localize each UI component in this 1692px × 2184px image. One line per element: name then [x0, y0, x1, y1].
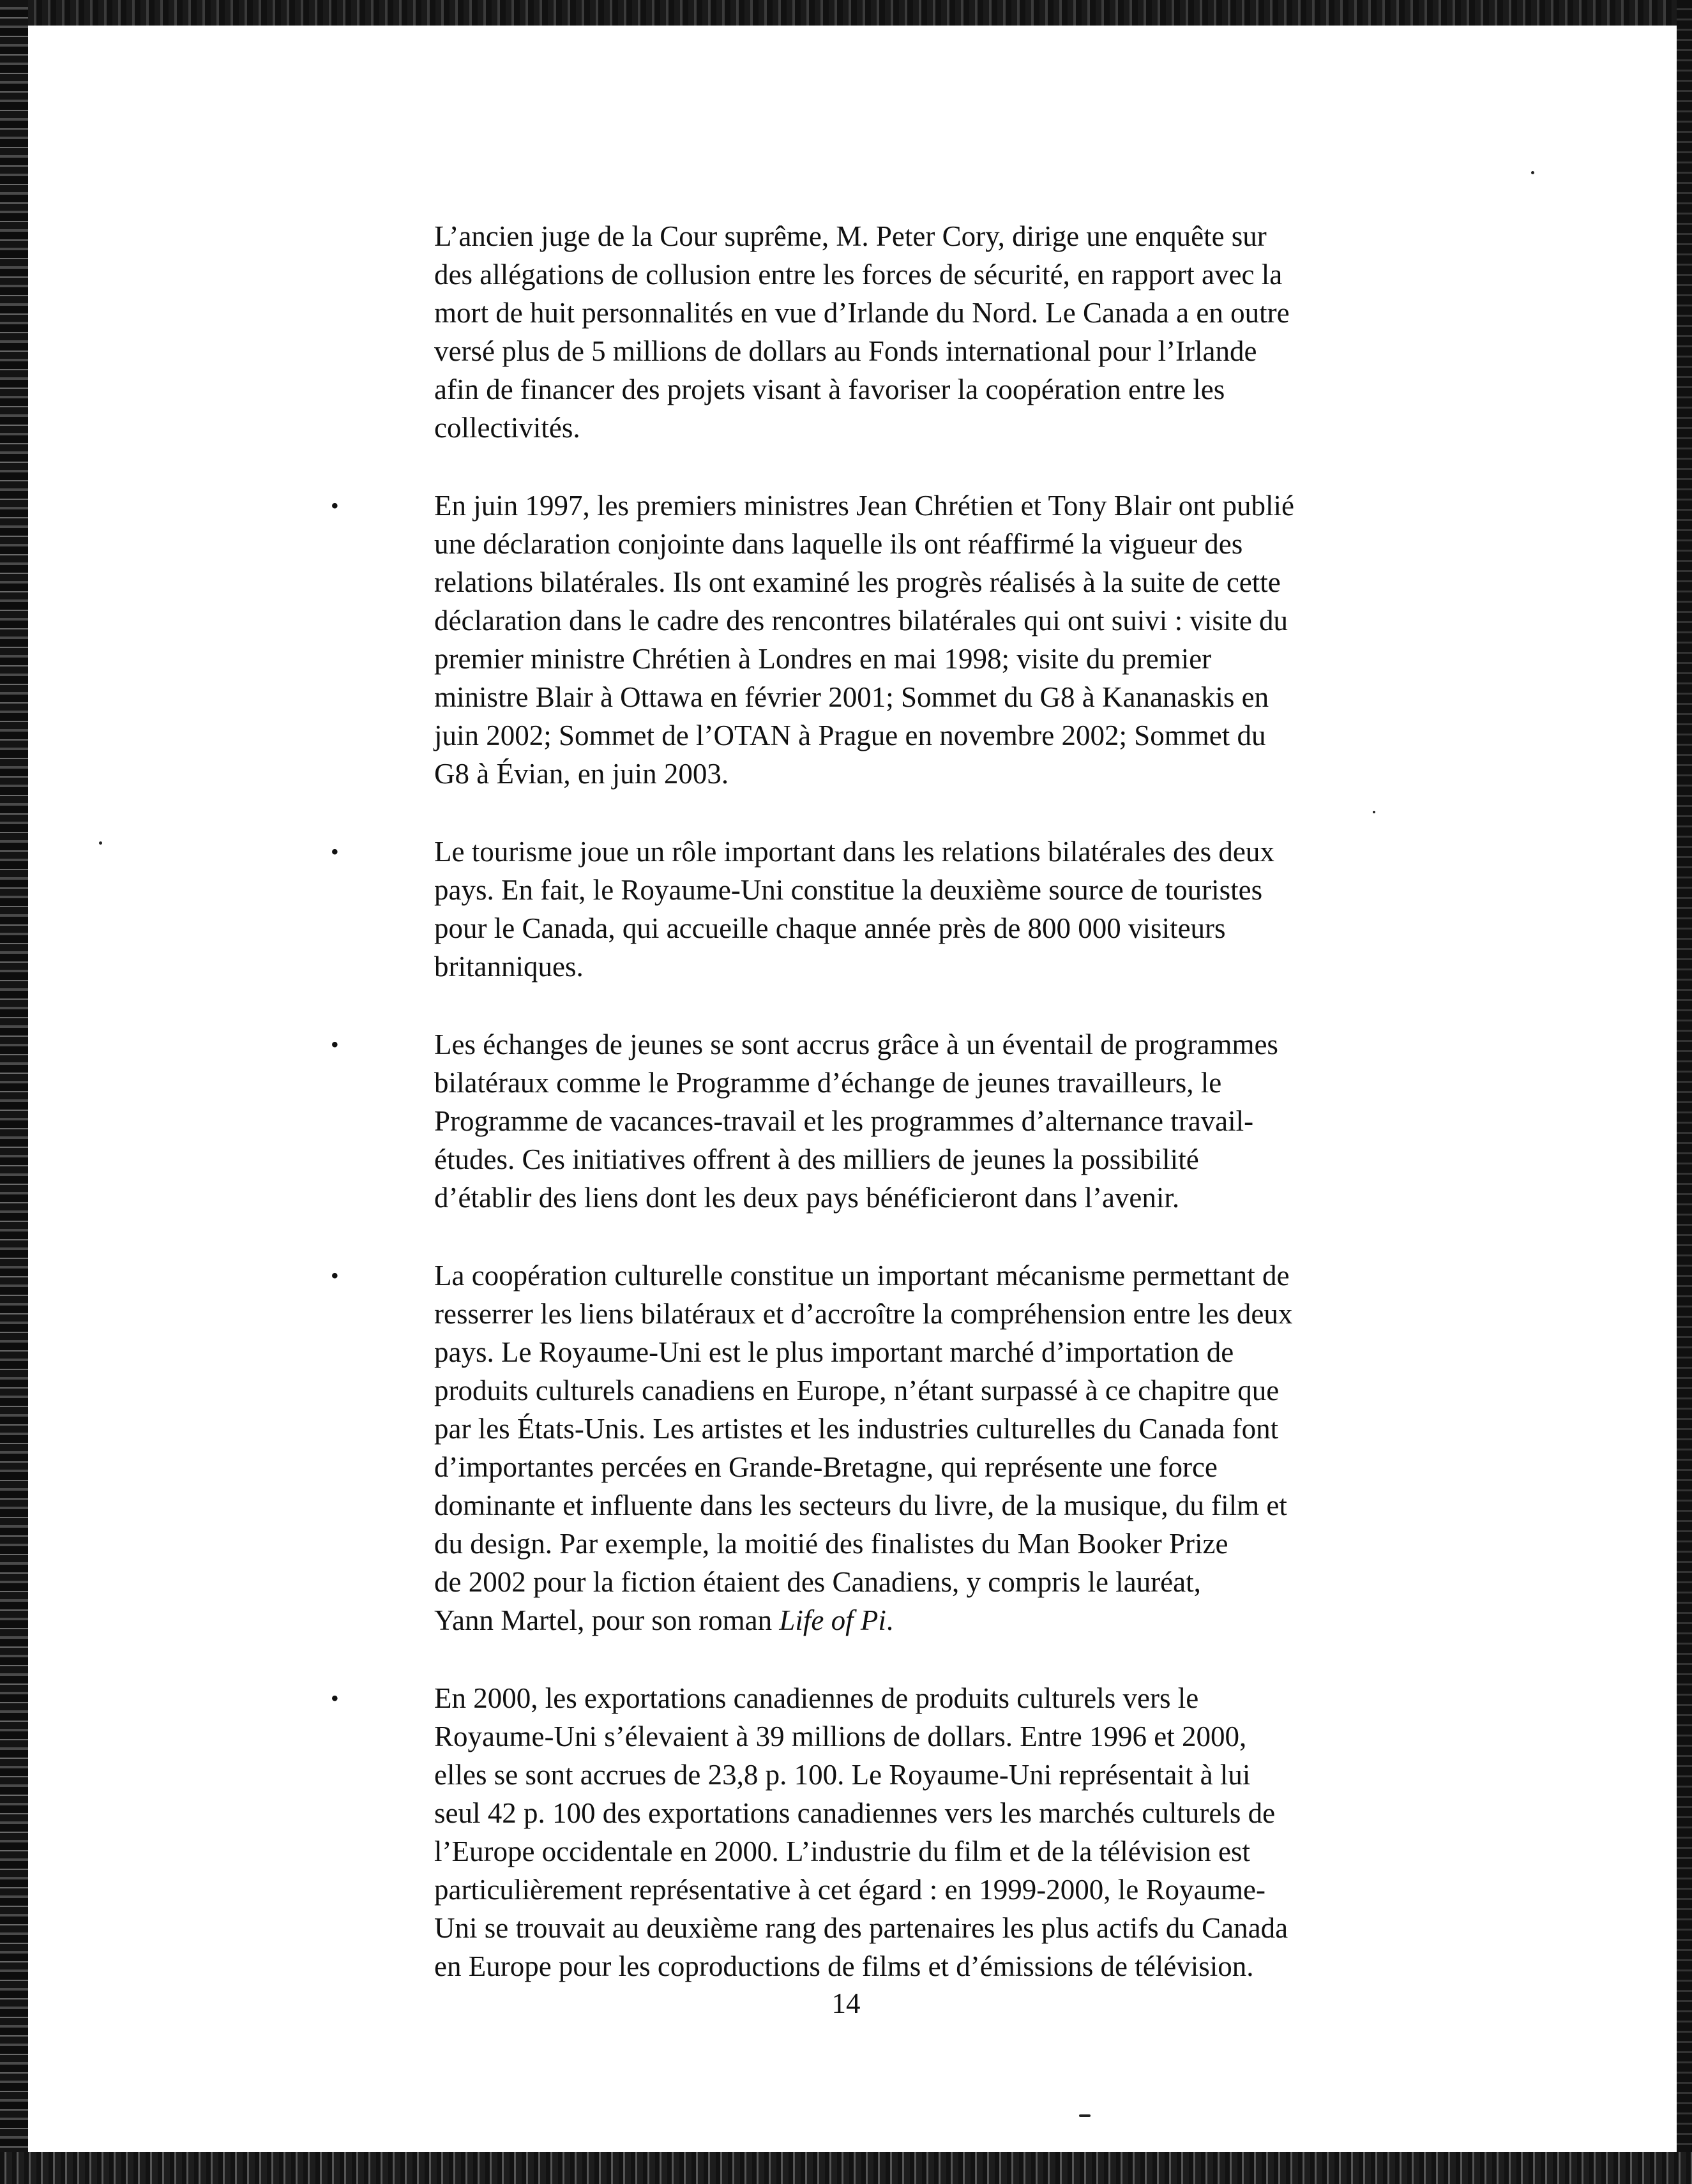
text-line: britanniques. [434, 951, 584, 983]
text-line: afin de financer des projets visant à favoriser la coopération entre les [434, 373, 1225, 405]
scan-border-left [0, 0, 28, 2184]
text-line: dominante et influente dans les secteurs du livre, de la musique, du film et [434, 1489, 1287, 1521]
text-line: études. Ces initiatives offrent à des milliers de jeunes la possibilité [434, 1143, 1199, 1175]
bullet-icon: • [331, 1685, 339, 1711]
text-line: d’établir des liens dont les deux pays bénéficieront dans l’avenir. [434, 1182, 1180, 1214]
text-line: ministre Blair à Ottawa en février 2001; Sommet du G8 à Kananaskis en [434, 681, 1269, 713]
bullet-icon: • [331, 1263, 339, 1288]
text-line [434, 1601, 1430, 1639]
text-line: La coopération culturelle constitue un important mécanisme permettant de [434, 1260, 1290, 1292]
bullet-paragraph [331, 832, 1430, 986]
text-line: pour le Canada, qui accueille chaque année près de 800 000 visiteurs [434, 912, 1226, 944]
text-line: particulièrement représentative à cet égard : en 1999-2000, le Royaume- [434, 1874, 1265, 1906]
text-line: par les États-Unis. Les artistes et les industries culturelles du Canada font [434, 1413, 1279, 1445]
bullet-icon: • [331, 493, 339, 518]
text-line: une déclaration conjointe dans laquelle ils ont réaffirmé la vigueur des [434, 528, 1243, 560]
text-line: L’ancien juge de la Cour suprême, M. Peter Cory, dirige une enquête sur [434, 220, 1267, 252]
scan-border-bottom [0, 2152, 1692, 2184]
text-line: Les échanges de jeunes se sont accrus grâce à un éventail de programmes [434, 1028, 1278, 1060]
text-line: En 2000, les exportations canadiennes de produits culturels vers le [434, 1682, 1199, 1714]
text-line: juin 2002; Sommet de l’OTAN à Prague en novembre 2002; Sommet du [434, 719, 1266, 751]
text-line: mort de huit personnalités en vue d’Irlande du Nord. Le Canada a en outre [434, 297, 1290, 329]
text-line: Programme de vacances-travail et les programmes d’alternance travail- [434, 1105, 1254, 1137]
scan-speck [1531, 171, 1534, 174]
text-line: elles se sont accrues de 23,8 p. 100. Le Royaume-Uni représentait à lui [434, 1759, 1251, 1791]
text-line: Royaume-Uni s’élevaient à 39 millions de dollars. Entre 1996 et 2000, [434, 1721, 1247, 1752]
text-line: relations bilatérales. Ils ont examiné les progrès réalisés à la suite de cette [434, 566, 1281, 598]
text-line: pays. Le Royaume-Uni est le plus important marché d’importation de [434, 1336, 1234, 1368]
bullet-paragraph [331, 1679, 1430, 1985]
text-line: En juin 1997, les premiers ministres Jean Chrétien et Tony Blair ont publié [434, 490, 1295, 522]
scan-border-right [1677, 0, 1692, 2184]
text-line: du design. Par exemple, la moitié des finalistes du Man Booker Prize [434, 1528, 1228, 1560]
text-line: G8 à Évian, en juin 2003. [434, 758, 729, 790]
text-line: de 2002 pour la fiction étaient des Canadiens, y compris le lauréat, [434, 1566, 1201, 1598]
text-span: . [886, 1604, 894, 1636]
text-line: premier ministre Chrétien à Londres en mai 1998; visite du premier [434, 643, 1212, 675]
text-line: collectivités. [434, 412, 580, 444]
scan-speck [99, 841, 102, 845]
text-line: Uni se trouvait au deuxième rang des partenaires les plus actifs du Canada [434, 1912, 1288, 1944]
text-line: pays. En fait, le Royaume-Uni constitue la deuxième source de touristes [434, 874, 1263, 906]
page-number: 14 [831, 1987, 861, 2019]
bullet-paragraph [331, 1025, 1430, 1217]
text-line: versé plus de 5 millions de dollars au Fonds international pour l’Irlande [434, 335, 1257, 367]
bullet-paragraph [331, 1256, 1430, 1639]
text-span: Yann Martel, pour son roman [434, 1604, 780, 1636]
text-line: seul 42 p. 100 des exportations canadiennes vers les marchés culturels de [434, 1797, 1276, 1829]
document-body [331, 217, 1430, 2025]
text-line: Le tourisme joue un rôle important dans les relations bilatérales des deux [434, 836, 1274, 868]
scan-border-top [0, 0, 1692, 26]
bullet-icon: • [331, 839, 339, 864]
bullet-icon: • [331, 1032, 339, 1057]
text-line: produits culturels canadiens en Europe, n’étant surpassé à ce chapitre que [434, 1374, 1280, 1406]
book-title: Life of Pi [779, 1604, 886, 1636]
bullet-paragraph [331, 486, 1430, 793]
text-line: l’Europe occidentale en 2000. L’industrie du film et de la télévision est [434, 1835, 1250, 1867]
paragraph [434, 217, 1430, 447]
text-line: déclaration dans le cadre des rencontres bilatérales qui ont suivi : visite du [434, 605, 1288, 636]
text-line: des allégations de collusion entre les forces de sécurité, en rapport avec la [434, 259, 1283, 290]
text-line: resserrer les liens bilatéraux et d’accroître la compréhension entre les deux [434, 1298, 1293, 1330]
scan-speck [1079, 2114, 1091, 2117]
text-line: en Europe pour les coproductions de films et d’émissions de télévision. [434, 1950, 1254, 1982]
text-line: bilatéraux comme le Programme d’échange de jeunes travailleurs, le [434, 1067, 1222, 1099]
text-line: d’importantes percées en Grande-Bretagne, qui représente une force [434, 1451, 1218, 1483]
